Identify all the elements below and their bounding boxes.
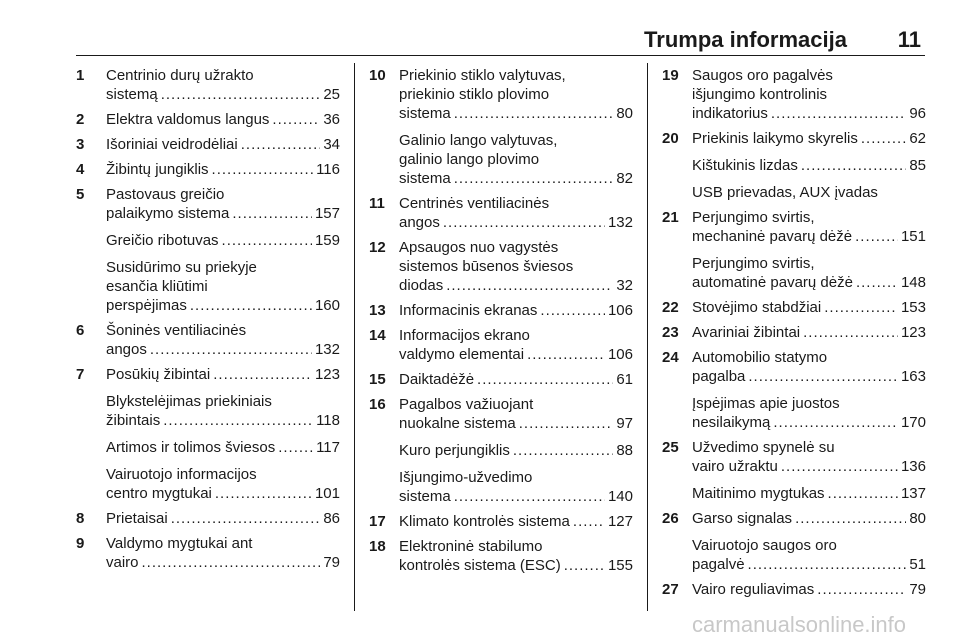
dot-leader [454, 104, 614, 123]
entry-last-line [106, 365, 340, 384]
index-entry [662, 580, 926, 599]
dot-leader [150, 340, 312, 359]
dot-leader [540, 301, 605, 320]
entry-label: Elektra valdomus langus [106, 111, 270, 128]
entry-number: 23 [662, 324, 679, 341]
dot-leader [771, 104, 906, 123]
page-reference: 106 [607, 346, 633, 363]
index-entry [369, 512, 633, 531]
entry-label: angos [106, 341, 147, 358]
dot-leader [272, 110, 320, 129]
page-reference: 79 [909, 581, 926, 598]
entry-label: žibintais [106, 412, 161, 429]
index-entry [76, 509, 340, 528]
entry-number: 2 [76, 111, 85, 128]
entry-label: sistemą [106, 86, 158, 103]
page-reference: 36 [323, 111, 340, 128]
entry-label: Klimato kontrolės sistema [399, 513, 570, 530]
index-entry [662, 129, 926, 148]
entry-number: 21 [662, 209, 679, 226]
entry-label: nesilaikymą [692, 414, 771, 431]
dot-leader [527, 345, 605, 364]
entry-number: 19 [662, 67, 679, 84]
entry-last-line [106, 135, 340, 154]
index-entry [662, 183, 926, 202]
dot-leader [212, 160, 314, 179]
entry-label: Stovėjimo stabdžiai [692, 299, 822, 316]
entry-label: Kištukinis lizdas [692, 157, 798, 174]
page-reference: 62 [909, 130, 926, 147]
entry-last-line [692, 273, 926, 292]
dot-leader [828, 484, 898, 503]
page-reference: 157 [314, 205, 340, 222]
entry-label: nuokalne sistema [399, 415, 516, 432]
entry-last-line [399, 213, 633, 232]
page-reference: 148 [900, 274, 926, 291]
entry-number: 11 [369, 195, 385, 212]
dot-leader [161, 85, 321, 104]
page-reference: 123 [900, 324, 926, 341]
entry-number: 26 [662, 510, 679, 527]
entry-text-line: Valdymo mygtukai ant [106, 535, 253, 552]
index-entry [662, 394, 926, 432]
dot-leader [142, 553, 321, 572]
page-reference: 88 [616, 442, 633, 459]
entry-last-line [399, 556, 633, 575]
dot-leader [278, 438, 313, 457]
index-entry [662, 156, 926, 175]
entry-number: 15 [369, 371, 386, 388]
entry-text-line: Įspėjimas apie juostos [692, 395, 840, 412]
index-entry [76, 258, 340, 315]
entry-label: automatinė pavarų dėžė [692, 274, 853, 291]
entry-label: Greičio ribotuvas [106, 232, 219, 249]
entry-last-line [692, 156, 926, 175]
page-reference: 159 [314, 232, 340, 249]
entry-label: kontrolės sistema (ESC) [399, 557, 561, 574]
page-reference: 137 [900, 485, 926, 502]
entry-text-line: Elektroninė stabilumo [399, 538, 543, 555]
entry-number: 4 [76, 161, 85, 178]
entry-label: sistema [399, 488, 451, 505]
index-entry [662, 509, 926, 528]
index-entry [369, 395, 633, 433]
page-reference: 136 [900, 458, 926, 475]
index-entry [76, 66, 340, 104]
entry-last-line [692, 298, 926, 317]
page-reference: 32 [616, 277, 633, 294]
entry-number: 1 [76, 67, 85, 84]
entry-text-line: Išjungimo-užvedimo [399, 469, 533, 486]
entry-text-line: Perjungimo svirtis, [692, 209, 815, 226]
dot-leader [171, 509, 321, 528]
index-entry [76, 365, 340, 384]
entry-label: pagalvė [692, 556, 745, 573]
entry-number: 17 [369, 513, 386, 530]
entry-last-line [399, 487, 633, 506]
entry-text-line: Centrinio durų užrakto [106, 67, 254, 84]
entry-last-line [399, 370, 633, 389]
dot-leader [454, 169, 614, 188]
dot-leader [781, 457, 898, 476]
entry-number: 12 [369, 239, 386, 256]
dot-leader [190, 296, 312, 315]
dot-leader [861, 129, 906, 148]
page-reference: 170 [900, 414, 926, 431]
dot-leader [454, 487, 605, 506]
entry-last-line [692, 457, 926, 476]
index-entry [662, 254, 926, 292]
index-entry [662, 348, 926, 386]
dot-leader [773, 413, 898, 432]
page-reference: 79 [323, 554, 340, 571]
entry-last-line [692, 555, 926, 574]
entry-text-line: išjungimo kontrolinis [692, 86, 828, 103]
index-entry [662, 484, 926, 503]
entry-last-line [106, 231, 340, 250]
entry-last-line [692, 129, 926, 148]
page-reference: 51 [909, 556, 926, 573]
index-entry [369, 370, 633, 389]
entry-text-line: priekinio stiklo plovimo [399, 86, 550, 103]
entry-label: Išoriniai veidrodėliai [106, 136, 238, 153]
index-entry [76, 465, 340, 503]
page-reference: 151 [900, 228, 926, 245]
dot-leader [855, 227, 898, 246]
entry-label: Daiktadėžė [399, 371, 475, 388]
entry-last-line [106, 553, 340, 572]
entry-label: pagalba [692, 368, 746, 385]
entry-last-line [399, 512, 633, 531]
entry-text-line: Perjungimo svirtis, [692, 255, 815, 272]
entry-text-line: galinio lango plovimo [399, 151, 540, 168]
page-reference: 140 [607, 488, 633, 505]
dot-leader [817, 580, 906, 599]
entry-last-line [692, 367, 926, 386]
index-entry [369, 537, 633, 575]
dot-leader [856, 273, 898, 292]
entry-number: 20 [662, 130, 679, 147]
entry-last-line [106, 484, 340, 503]
entry-last-line [106, 110, 340, 129]
page-reference: 160 [314, 297, 340, 314]
index-entry [662, 323, 926, 342]
page-reference: 132 [314, 341, 340, 358]
entry-text-line: Susidūrimo su priekyje [106, 259, 257, 276]
index-entry [369, 326, 633, 364]
entry-number: 3 [76, 136, 85, 153]
entry-text-line: Vairuotojo informacijos [106, 466, 257, 483]
entry-number: 18 [369, 538, 386, 555]
page-reference: 34 [323, 136, 340, 153]
page-reference: 96 [909, 105, 926, 122]
entry-last-line [692, 580, 926, 599]
entry-label: vairo [106, 554, 139, 571]
index-entry [369, 66, 633, 123]
index-entry [76, 185, 340, 223]
index-entry [369, 468, 633, 506]
watermark: carmanualsonline.info [692, 612, 907, 637]
page-reference: 80 [909, 510, 926, 527]
entry-last-line [106, 411, 340, 430]
dot-leader [222, 231, 312, 250]
entry-last-line [399, 345, 633, 364]
dot-leader [803, 323, 898, 342]
page-reference: 82 [616, 170, 633, 187]
dot-leader [748, 555, 907, 574]
index-column-2 [369, 66, 633, 581]
entry-last-line [106, 340, 340, 359]
page-reference: 155 [607, 557, 633, 574]
entry-number: 9 [76, 535, 85, 552]
entry-number: 16 [369, 396, 386, 413]
entry-label: diodas [399, 277, 444, 294]
entry-label: Vairo reguliavimas [692, 581, 815, 598]
entry-label: vairo užraktu [692, 458, 778, 475]
entry-label: angos [399, 214, 440, 231]
page-reference: 163 [900, 368, 926, 385]
entry-label: Maitinimo mygtukas [692, 485, 825, 502]
column-divider-1 [354, 63, 355, 611]
entry-label: Kuro perjungiklis [399, 442, 510, 459]
page-reference: 132 [607, 214, 633, 231]
page-number: 11 [897, 27, 921, 52]
page-reference: 61 [616, 371, 633, 388]
dot-leader [446, 276, 613, 295]
entry-text-line: Priekinio stiklo valytuvas, [399, 67, 566, 84]
entry-number: 24 [662, 349, 679, 366]
entry-last-line [106, 296, 340, 315]
entry-last-line [399, 169, 633, 188]
entry-text-line: Saugos oro pagalvės [692, 67, 833, 84]
entry-text-line: Vairuotojo saugos oro [692, 537, 837, 554]
index-entry [369, 441, 633, 460]
entry-label: Žibintų jungiklis [106, 161, 209, 178]
index-entry [662, 298, 926, 317]
entry-label: perspėjimas [106, 297, 187, 314]
page-reference: 106 [607, 302, 633, 319]
dot-leader [232, 204, 312, 223]
entry-number: 6 [76, 322, 85, 339]
entry-text-line: Informacijos ekrano [399, 327, 530, 344]
entry-text-line: Pastovaus greičio [106, 186, 225, 203]
dot-leader [801, 156, 906, 175]
index-entry [369, 194, 633, 232]
entry-label: Posūkių žibintai [106, 366, 211, 383]
entry-number: 8 [76, 510, 85, 527]
entry-last-line [692, 484, 926, 503]
page-title: Trumpa informacija [644, 27, 847, 52]
entry-text-line: Galinio lango valytuvas, [399, 132, 558, 149]
dot-leader [213, 365, 312, 384]
index-entry [662, 438, 926, 476]
index-entry [369, 238, 633, 295]
entry-number: 22 [662, 299, 679, 316]
entry-text-line: Užvedimo spynelė su [692, 439, 835, 456]
dot-leader [241, 135, 321, 154]
entry-number: 7 [76, 366, 85, 383]
entry-label: Priekinis laikymo skyrelis [692, 130, 858, 147]
entry-label: palaikymo sistema [106, 205, 230, 222]
entry-last-line [106, 160, 340, 179]
entry-text-line: sistemos būsenos šviesos [399, 258, 574, 275]
entry-label: centro mygtukai [106, 485, 212, 502]
entry-label: mechaninė pavarų dėžė [692, 228, 853, 245]
dot-leader [748, 367, 898, 386]
entry-text-line: Centrinės ventiliacinės [399, 195, 550, 212]
page-reference: 116 [316, 161, 340, 178]
header-rule [76, 55, 925, 56]
page-header [76, 27, 925, 53]
page-reference: 86 [323, 510, 340, 527]
index-entry [76, 231, 340, 250]
entry-label: Prietaisai [106, 510, 168, 527]
dot-leader [824, 298, 898, 317]
entry-last-line [106, 438, 340, 457]
entry-label: Informacinis ekranas [399, 302, 538, 319]
page-reference: 25 [323, 86, 340, 103]
index-column-3 [662, 66, 926, 605]
index-entry [369, 131, 633, 188]
entry-last-line [106, 204, 340, 223]
entry-last-line [399, 414, 633, 433]
entry-last-line [692, 323, 926, 342]
index-entry [369, 301, 633, 320]
index-entry [662, 536, 926, 574]
entry-last-line [106, 509, 340, 528]
entry-number: 5 [76, 186, 85, 203]
entry-text-line: Automobilio statymo [692, 349, 828, 366]
entry-text-line: Pagalbos važiuojant [399, 396, 534, 413]
entry-label: Garso signalas [692, 510, 793, 527]
entry-last-line [692, 104, 926, 123]
page-reference: 101 [314, 485, 340, 502]
page-reference: 127 [607, 513, 633, 530]
index-entry [76, 321, 340, 359]
dot-leader [477, 370, 613, 389]
page-reference: 97 [616, 415, 633, 432]
index-entry [76, 534, 340, 572]
entry-last-line [399, 301, 633, 320]
entry-text-line: Apsaugos nuo vagystės [399, 239, 559, 256]
dot-leader [513, 441, 613, 460]
index-entry [662, 66, 926, 123]
entry-last-line [106, 85, 340, 104]
entry-text-line: Blykstelėjimas priekiniais [106, 393, 272, 410]
entry-label: Avariniai žibintai [692, 324, 801, 341]
dot-leader [564, 556, 605, 575]
entry-label: indikatorius [692, 105, 768, 122]
entry-last-line [399, 276, 633, 295]
entry-last-line [692, 227, 926, 246]
index-entry [76, 110, 340, 129]
page-reference: 85 [909, 157, 926, 174]
entry-number: 27 [662, 581, 679, 598]
index-entry [76, 392, 340, 430]
page-reference: 118 [316, 412, 340, 429]
page-reference: 153 [900, 299, 926, 316]
column-divider-2 [647, 63, 648, 611]
index-entry [76, 135, 340, 154]
entry-number: 25 [662, 439, 679, 456]
entry-label: sistema [399, 170, 451, 187]
entry-text-line: Šoninės ventiliacinės [106, 322, 247, 339]
entry-number: 14 [369, 327, 386, 344]
page-reference: 80 [616, 105, 633, 122]
page-reference: 117 [316, 439, 340, 456]
entry-text-line: USB prievadas, AUX įvadas [692, 184, 878, 201]
dot-leader [215, 484, 312, 503]
dot-leader [519, 414, 614, 433]
entry-last-line [399, 441, 633, 460]
entry-last-line [399, 104, 633, 123]
dot-leader [163, 411, 313, 430]
index-entry [76, 438, 340, 457]
dot-leader [573, 512, 605, 531]
dot-leader [795, 509, 906, 528]
index-entry [76, 160, 340, 179]
entry-last-line [692, 413, 926, 432]
entry-last-line [692, 509, 926, 528]
entry-label: valdymo elementai [399, 346, 525, 363]
index-entry [662, 208, 926, 246]
entry-number: 10 [369, 67, 386, 84]
entry-number: 13 [369, 302, 386, 319]
dot-leader [443, 213, 605, 232]
entry-label: sistema [399, 105, 451, 122]
index-column-1 [76, 66, 340, 578]
entry-label: Artimos ir tolimos šviesos [106, 439, 276, 456]
page-reference: 123 [314, 366, 340, 383]
entry-text-line: esančia kliūtimi [106, 278, 208, 295]
